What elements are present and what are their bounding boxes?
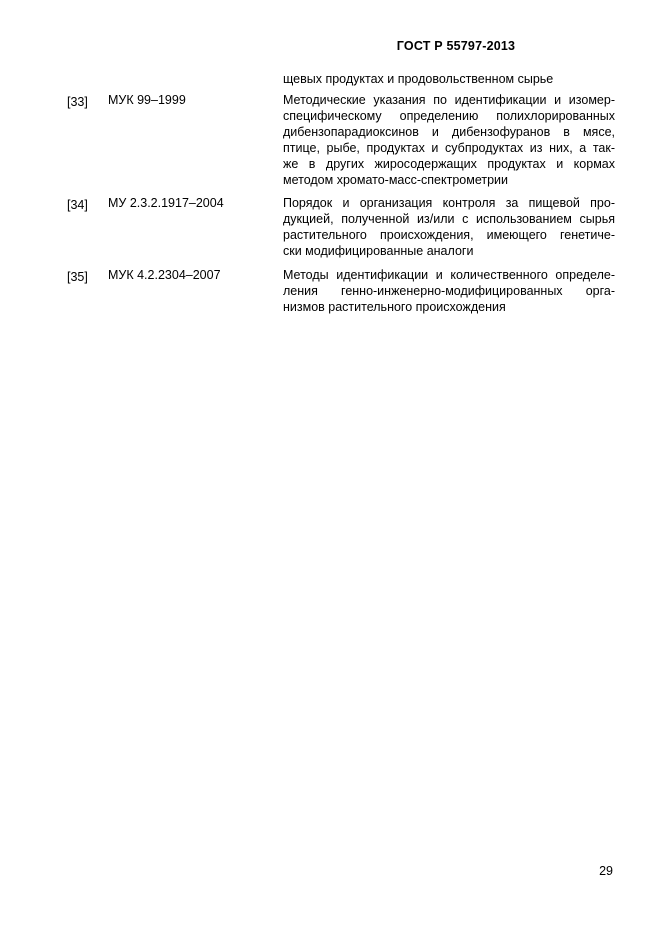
- reference-title-line: Методические указания по идентификации и изомер-: [283, 93, 615, 107]
- page-header: ГОСТ Р 55797-2013: [396, 39, 516, 53]
- reference-title-line: дибензопарадиоксинов и дибензофуранов в мясе,: [283, 124, 615, 139]
- reference-entry: [0, 93, 661, 188]
- reference-number: [34]: [67, 198, 88, 213]
- reference-title-line: же в других жиросодержащих продуктах и кормах: [283, 156, 615, 171]
- reference-code: МУК 4.2.2304–2007: [108, 268, 221, 283]
- reference-title-line: методом хромато-масс-спектрометрии: [283, 172, 509, 187]
- reference-entry: [0, 196, 661, 260]
- reference-code: МУ 2.3.2.1917–2004: [108, 196, 224, 211]
- reference-number: [33]: [67, 95, 88, 109]
- reference-title: [283, 93, 615, 188]
- reference-title-line: Порядок и организация контроля за пищевой про-: [283, 196, 615, 211]
- reference-entry: [0, 268, 661, 316]
- reference-title-line: ски модифицированные аналоги: [283, 244, 474, 259]
- reference-code: МУК 99–1999: [108, 93, 186, 107]
- reference-title-line: ления генно-инженерно-модифицированных орга-: [283, 283, 615, 298]
- reference-title-line: дукцией, полученной из/или с использованием сырья: [283, 212, 615, 227]
- reference-title-line: Методы идентификации и количественного определе-: [283, 268, 615, 283]
- reference-title-line: растительного происхождения, имеющего генетиче-: [283, 228, 615, 243]
- reference-number: [35]: [67, 270, 88, 285]
- reference-title: [283, 196, 615, 260]
- continued-reference-text: щевых продуктах и продовольственном сырье: [283, 72, 554, 86]
- reference-title-line: низмов растительного происхождения: [283, 299, 506, 314]
- page-number: 29: [599, 864, 613, 878]
- reference-title-line: птице, рыбе, продуктах и субпродуктах из них, а так-: [283, 140, 615, 155]
- bibliography-list: [0, 93, 661, 324]
- reference-title: [283, 268, 615, 316]
- reference-title-line: специфическому определению полихлорированных: [283, 108, 615, 123]
